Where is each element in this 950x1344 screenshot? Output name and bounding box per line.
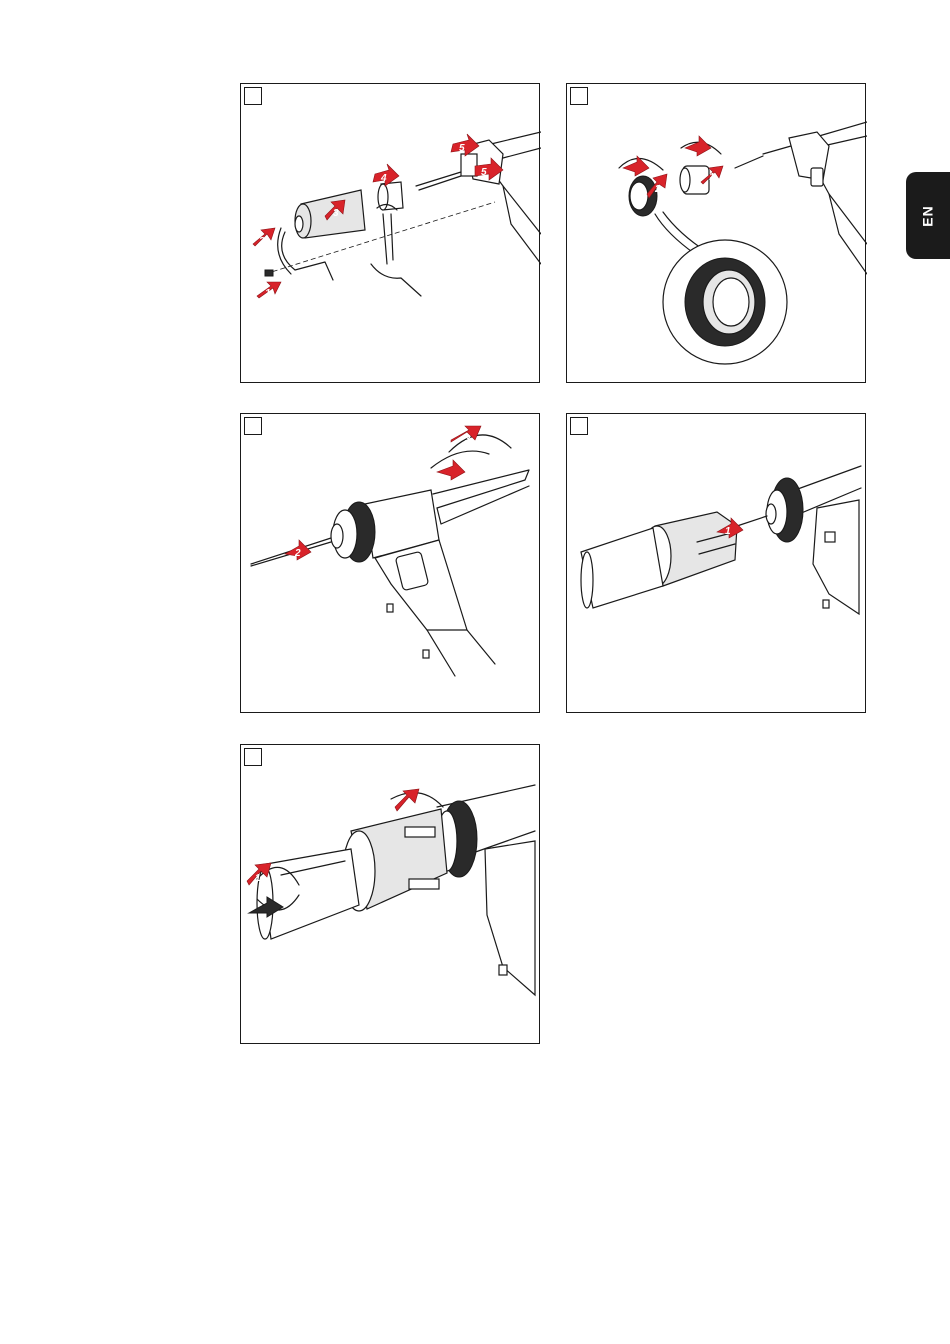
illustration-nozzle-fit	[567, 414, 867, 714]
svg-text:2: 2	[295, 548, 301, 559]
svg-text:1: 1	[265, 288, 271, 299]
svg-text:5: 5	[459, 143, 465, 154]
svg-text:3: 3	[333, 208, 339, 219]
instruction-panel-5	[240, 744, 540, 1044]
illustration-nut-removal	[567, 84, 867, 384]
instruction-panel-2	[566, 83, 866, 383]
svg-text:4: 4	[381, 173, 387, 184]
svg-text:1: 1	[725, 526, 731, 537]
svg-text:5: 5	[481, 167, 487, 178]
instruction-panel-4	[566, 413, 866, 713]
svg-text:2: 2	[655, 184, 661, 195]
step-arrow-3	[451, 426, 481, 445]
illustration-torch-disassembly	[241, 84, 541, 384]
instruction-panel-3	[240, 413, 540, 713]
illustration-nozzle-tighten	[241, 745, 541, 1045]
step-arrow-2	[395, 789, 419, 811]
illustration-liner-insertion	[241, 414, 541, 714]
svg-text:3: 3	[465, 434, 471, 445]
instruction-panel-1	[240, 83, 540, 383]
step-arrow-2	[253, 228, 275, 247]
svg-text:2: 2	[259, 236, 265, 247]
language-tab	[906, 172, 950, 259]
language-label: EN	[919, 204, 936, 227]
svg-text:2: 2	[405, 799, 411, 810]
svg-text:1: 1	[255, 873, 261, 884]
step-arrow-1	[257, 282, 281, 299]
step-arrow-2	[285, 540, 311, 560]
svg-text:1: 1	[709, 172, 715, 183]
